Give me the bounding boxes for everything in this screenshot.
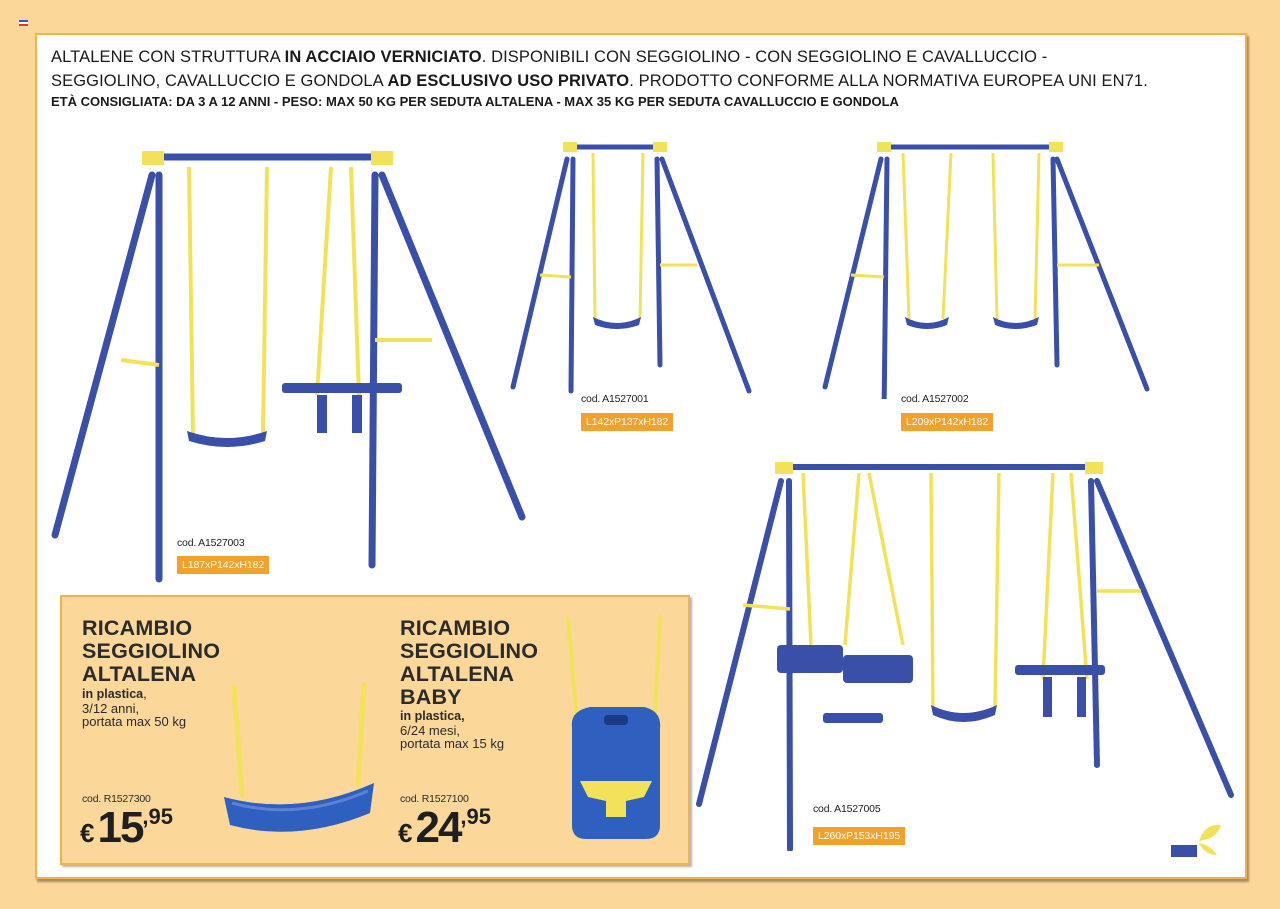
spare-material: in plastica, xyxy=(400,709,465,723)
header-text xyxy=(51,45,1236,111)
spare-title-line: BABY xyxy=(400,685,462,709)
spare-description xyxy=(82,687,186,729)
swing-set-image-a1527003[interactable] xyxy=(47,145,527,585)
spare-material: in plastica xyxy=(82,687,144,701)
price-decimal: ,95 xyxy=(460,804,492,829)
swing-seat-image[interactable] xyxy=(218,675,388,845)
product-code: cod. A1527005 xyxy=(813,803,881,815)
spare-desc: 6/24 mesi, xyxy=(400,722,460,738)
spare-desc: portata max 50 kg xyxy=(82,714,187,729)
price-currency: € xyxy=(398,818,413,848)
header-line-2-c: . PRODOTTO CONFORME ALLA NORMATIVA EUROPEA UNI EN71. xyxy=(629,72,1148,90)
language-flag-icon[interactable] xyxy=(19,20,28,26)
header-line-1 xyxy=(51,45,1236,69)
price-integer: 15 xyxy=(97,803,143,852)
header-line-2 xyxy=(51,69,1236,93)
header-line-1-c: . DISPONIBILI CON SEGGIOLINO - CON SEGGIOLINO E CAVALLUCCIO - xyxy=(481,48,1048,66)
spare-title xyxy=(400,617,538,709)
swing-set-image-a1527001[interactable] xyxy=(507,139,757,399)
product-dimensions: L209xP142xH182 xyxy=(901,413,993,431)
spare-price xyxy=(398,803,491,853)
price-decimal: ,95 xyxy=(142,804,174,829)
spare-title-line: SEGGIOLINO xyxy=(400,639,539,663)
header-line-1-a: ALTALENE CON STRUTTURA xyxy=(51,48,285,66)
header-line-1-b: IN ACCIAIO VERNICIATO xyxy=(284,48,482,66)
product-dimensions: L142xP137xH182 xyxy=(581,413,673,431)
header-line-2-b: AD ESCLUSIVO USO PRIVATO xyxy=(387,72,630,90)
price-currency: € xyxy=(80,818,95,848)
spare-price xyxy=(80,803,173,853)
product-dimensions: L260xP153xH195 xyxy=(813,827,905,845)
swing-set-image-a1527002[interactable] xyxy=(817,139,1157,399)
swing-set-image-a1527005[interactable] xyxy=(693,459,1239,851)
baby-seat-image[interactable] xyxy=(560,611,672,847)
spare-title xyxy=(82,617,220,686)
product-dimensions: L187xP142xH182 xyxy=(177,556,269,574)
spare-title-line: RICAMBIO xyxy=(400,616,511,640)
spare-code: cod. R1527100 xyxy=(400,793,469,805)
spare-code: cod. R1527300 xyxy=(82,793,151,805)
spare-title-line: ALTALENA xyxy=(400,662,515,686)
spare-description xyxy=(400,709,504,751)
spare-title-line: ALTALENA xyxy=(82,662,197,686)
product-code: cod. A1527002 xyxy=(901,393,969,405)
header-line-3: ETÀ CONSIGLIATA: DA 3 A 12 ANNI - PESO: MAX 50 KG PER SEDUTA ALTALENA - MAX 35 KG PER SEDUTA CAVALLUCCIO E GONDOLA xyxy=(51,94,899,109)
catalog-panel xyxy=(35,33,1247,879)
spare-desc: , xyxy=(143,686,147,701)
spare-desc: 3/12 anni, xyxy=(82,700,140,716)
header-line-2-a: SEGGIOLINO, CAVALLUCCIO E GONDOLA xyxy=(51,72,388,90)
product-code: cod. A1527003 xyxy=(177,537,245,549)
spare-title-line: RICAMBIO xyxy=(82,616,193,640)
product-code: cod. A1527001 xyxy=(581,393,649,405)
spare-parts-box xyxy=(60,595,690,865)
spare-title-line: SEGGIOLINO xyxy=(82,639,221,663)
price-integer: 24 xyxy=(415,803,461,852)
spare-desc: portata max 15 kg xyxy=(400,736,505,751)
brand-logo-icon xyxy=(1169,821,1225,859)
